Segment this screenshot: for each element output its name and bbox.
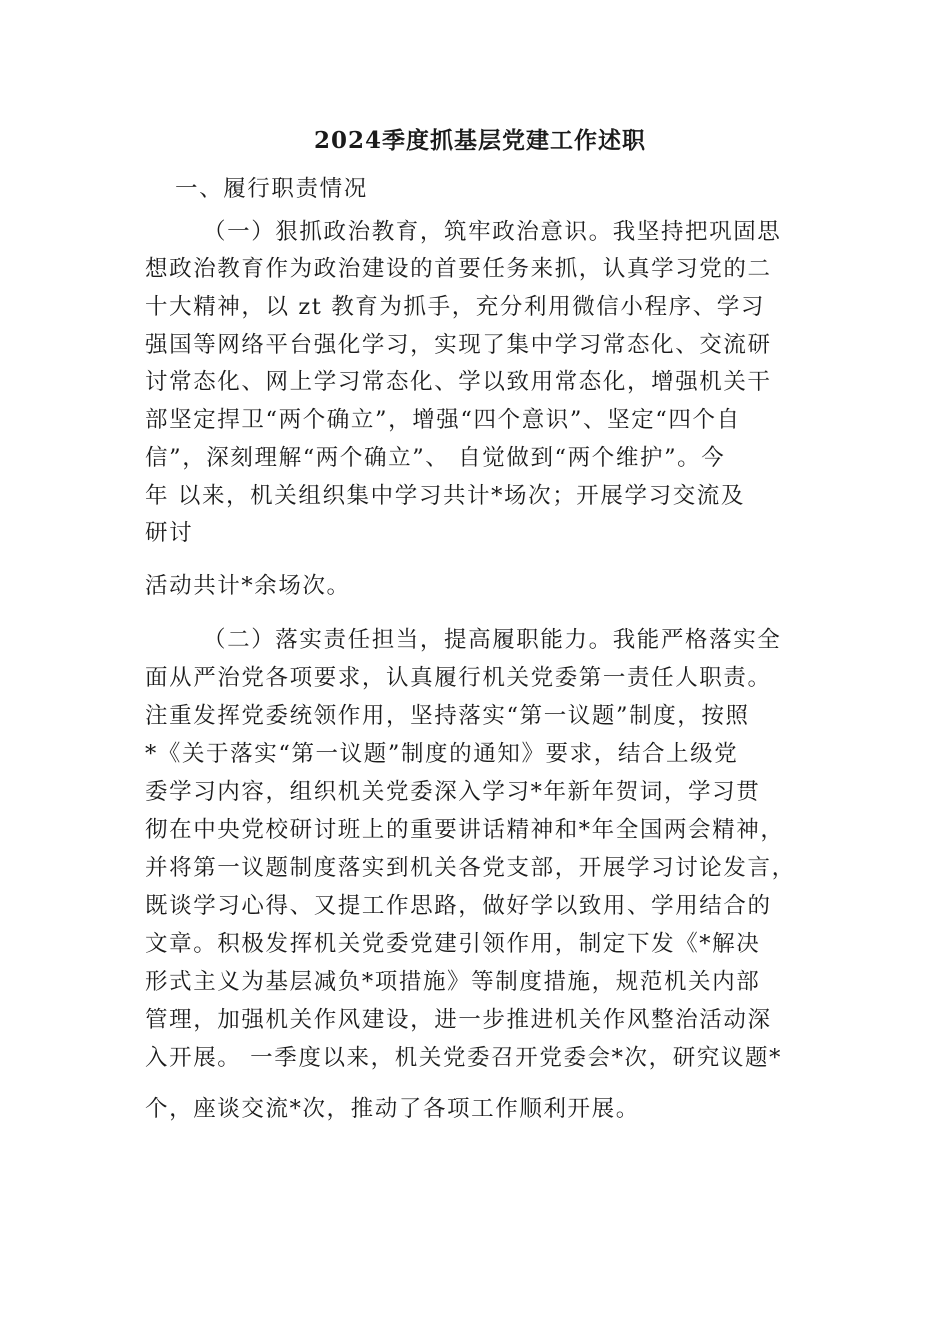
paragraph-line: 彻在中央党校研讨班上的重要讲话精神和*年全国两会精神， bbox=[145, 817, 785, 843]
paragraph-line: 管理，加强机关作风建设，进一步推进机关作风整治活动深 bbox=[145, 1007, 772, 1033]
paragraph-line: 讨常态化、网上学习常态化、学以致用常态化，增强机关干 bbox=[145, 369, 772, 395]
paragraph-line: （一）狠抓政治教育，筑牢政治意识。我坚持把巩固思 bbox=[203, 219, 782, 245]
paragraph-line: 个，座谈交流*次，推动了各项工作顺利开展。 bbox=[145, 1096, 640, 1122]
paragraph-line: 活动共计*余场次。 bbox=[145, 573, 351, 599]
document-title: 2024季度抓基层党建工作述职 bbox=[313, 127, 646, 154]
paragraph-line: 既谈学习心得、又提工作思路，做好学以致用、学用结合的 bbox=[145, 893, 772, 919]
paragraph-line: 注重发挥党委统领作用，坚持落实“第一议题”制度，按照 bbox=[145, 703, 750, 729]
paragraph-line: 十大精神，以 zt 教育为抓手，充分利用微信小程序、学习 bbox=[145, 294, 766, 320]
paragraph-line: 形式主义为基层减负*项措施》等制度措施，规范机关内部 bbox=[145, 969, 761, 995]
paragraph-line: 入开展。 一季度以来，机关党委召开党委会*次，研究议题* bbox=[145, 1045, 782, 1071]
paragraph-line: *《关于落实“第一议题”制度的通知》要求，结合上级党 bbox=[145, 741, 739, 767]
paragraph-line: （二）落实责任担当，提高履职能力。我能严格落实全 bbox=[203, 627, 782, 653]
paragraph-line: 并将第一议题制度落实到机关各党支部，开展学习讨论发言， bbox=[145, 855, 796, 881]
paragraph-line: 面从严治党各项要求，认真履行机关党委第一责任人职责。 bbox=[145, 665, 772, 691]
paragraph-line: 想政治教育作为政治建设的首要任务来抓，认真学习党的二 bbox=[145, 256, 772, 282]
paragraph-line: 文章。积极发挥机关党委党建引领作用，制定下发《*解决 bbox=[145, 931, 761, 957]
paragraph-line: 委学习内容，组织机关党委深入学习*年新年贺词，学习贯 bbox=[145, 779, 761, 805]
paragraph-line: 研讨 bbox=[145, 520, 194, 546]
paragraph-line: 强国等网络平台强化学习，实现了集中学习常态化、交流研 bbox=[145, 332, 772, 358]
section-heading: 一、履行职责情况 bbox=[175, 176, 368, 202]
paragraph-line: 信”，深刻理解“两个确立”、 自觉做到“两个维护”。今 bbox=[145, 445, 726, 471]
paragraph-line: 部坚定捍卫“两个确立”，增强“四个意识”、坚定“四个自 bbox=[145, 407, 741, 433]
paragraph-line: 年 以来，机关组织集中学习共计*场次；开展学习交流及 bbox=[145, 483, 746, 509]
